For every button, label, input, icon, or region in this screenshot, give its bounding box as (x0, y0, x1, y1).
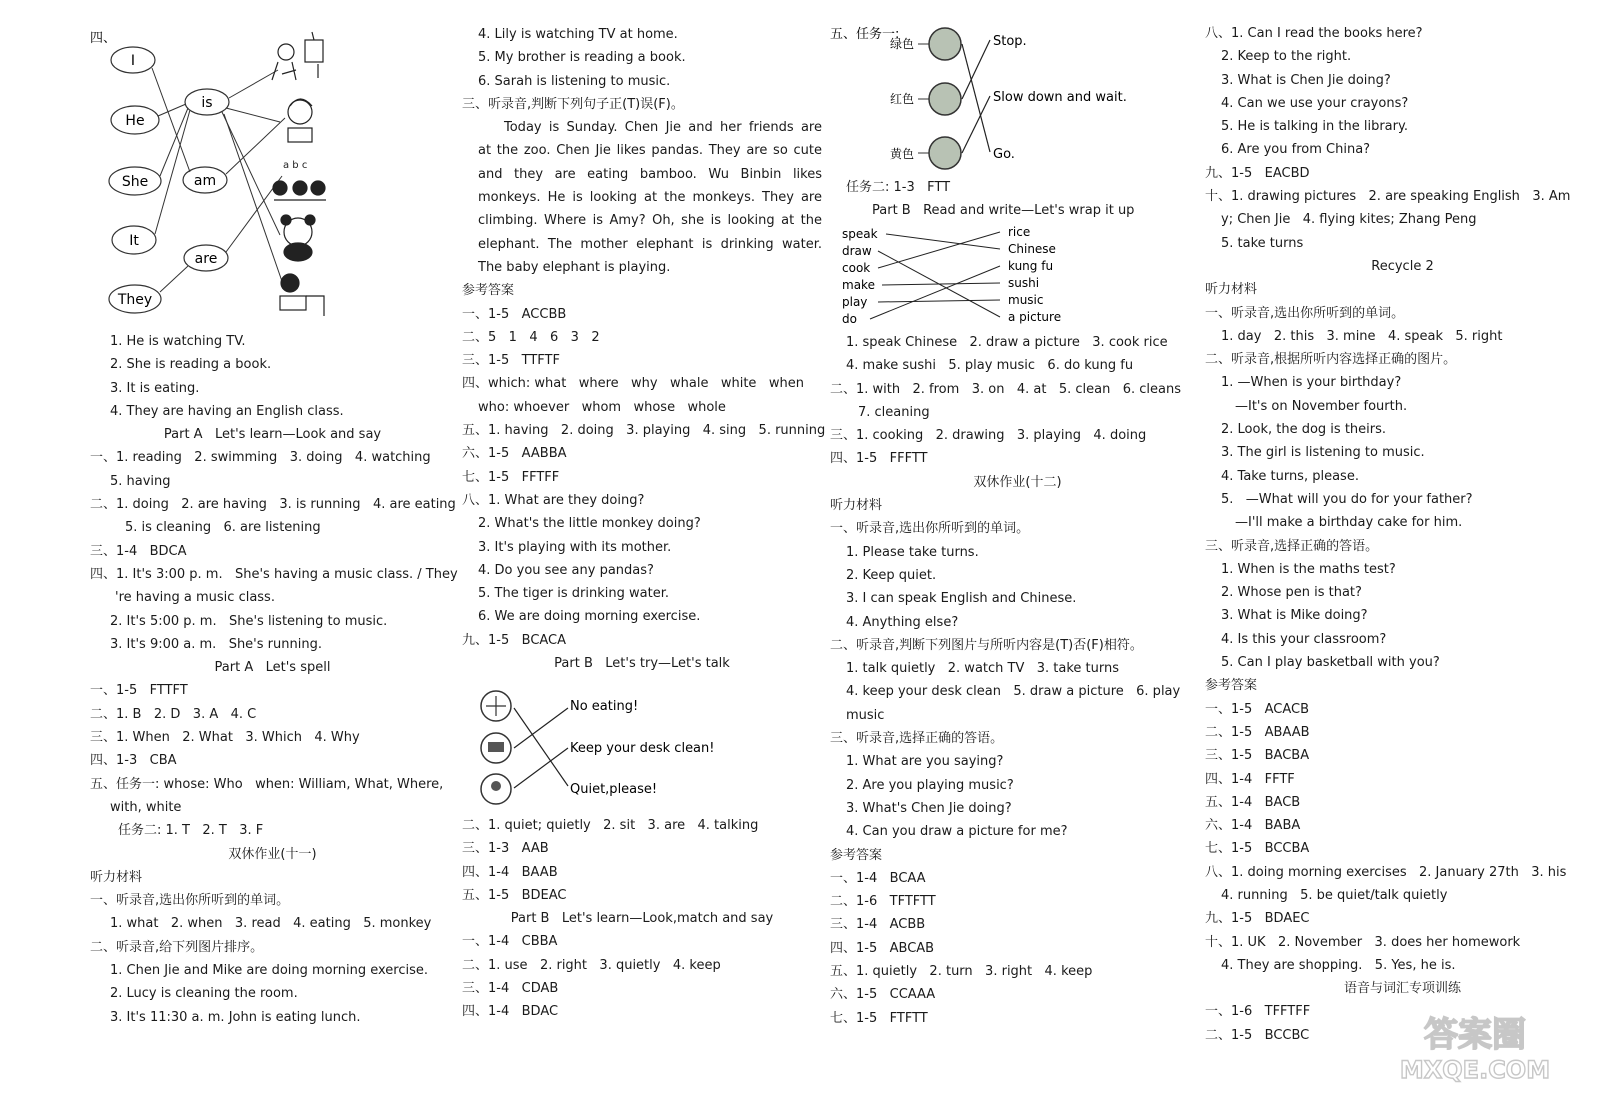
noun-item: Chinese (1008, 242, 1056, 256)
section-heading: Part A Let's spell (214, 660, 331, 676)
text-line: 一、听录音,选出你所听到的单词。 (90, 893, 290, 909)
text-line: 四、1-4 BAAB (462, 864, 558, 880)
pronoun-verb-matching-figure (0, 0, 455, 330)
text-line: 3. I can speak English and Chinese. (846, 591, 1077, 607)
pronoun-oval-i (111, 47, 155, 73)
noun-item: sushi (1008, 276, 1040, 290)
text-line: 四、1-4 FFTF (1205, 771, 1295, 787)
picture-boy-tv (272, 32, 323, 80)
text-line: 4. Is this your classroom? (1221, 631, 1387, 647)
section-heading: 双休作业(十二) (973, 474, 1062, 490)
text-line: 三、1-5 BACBA (1205, 748, 1310, 764)
picture-panda-eating (281, 215, 315, 261)
pronoun-oval-he (111, 106, 159, 134)
text-line: 2. Lucy is cleaning the room. (110, 986, 298, 1002)
text-line: 2. Keep quiet. (846, 567, 937, 583)
text-line: 听力材料 (90, 869, 143, 885)
noun-item: music (1008, 293, 1044, 307)
text-line: 二、5 1 4 6 3 2 (462, 329, 600, 345)
section-heading: Part B Read and write—Let's wrap it up (872, 203, 1135, 219)
text-line: 二、1-6 TFTFTT (830, 894, 936, 910)
answer-key-heading: 参考答案 (462, 283, 515, 299)
text-line: music (846, 707, 885, 723)
column-4 (1205, 0, 1600, 1104)
text-line: 四、1-5 ABCAB (830, 940, 935, 956)
passage-line: monkeys. He is looking at the monkeys. They are (478, 190, 822, 206)
text-line: 听力材料 (830, 498, 883, 514)
text-line: 2. She is reading a book. (110, 357, 272, 373)
text-line: 九、1-5 BCACA (462, 632, 567, 648)
text-line: 四、1-4 BDAC (462, 1004, 559, 1020)
text-line: 4. running 5. be quiet/talk quietly (1221, 887, 1448, 903)
text-line: 十、1. drawing pictures 2. are speaking English 3. Am (1205, 189, 1571, 205)
sign-match-lines (514, 708, 568, 788)
text-line: 1. what 2. when 3. read 4. eating 5. monkey (110, 916, 432, 932)
text-line: 三、1-5 TTFTF (462, 353, 560, 369)
text-line: 3. What's Chen Jie doing? (846, 800, 1012, 816)
text-line: 三、1-4 BDCA (90, 543, 187, 559)
text-line: 一、1-6 TFFTFF (1205, 1004, 1311, 1020)
text-line: 七、1-5 FTFTT (830, 1010, 928, 1026)
sign-icon-2 (481, 733, 511, 763)
text-line: 1. What are you saying? (846, 754, 1004, 770)
verb-item: play (842, 295, 868, 309)
text-line: —I'll make a birthday cake for him. (1235, 515, 1463, 531)
sign-matching-figure (462, 682, 822, 812)
pronoun-label: They (117, 292, 153, 308)
text-line: 1. speak Chinese 2. draw a picture 3. cook rice (846, 335, 1168, 350)
text-line: 4. Anything else? (846, 614, 959, 630)
text-line: 4. keep your desk clean 5. draw a picture 6. play (846, 684, 1181, 700)
text-line: 听力材料 (1205, 282, 1258, 298)
text-line: 九、1-5 BDAEC (1205, 911, 1310, 927)
text-line: 2. Keep to the right. (1221, 49, 1352, 65)
picture-board-label: a b c (283, 160, 308, 171)
text-line: 一、1-5 ACCBB (462, 306, 567, 322)
text-line: 6. We are doing morning exercise. (478, 609, 701, 625)
text-line: 五、1. having 2. doing 3. playing 4. sing 5. running (462, 423, 826, 439)
passage-line: at the zoo. Chen Jie likes pandas. They are so cute (478, 143, 822, 159)
picture-girl-reading (288, 99, 312, 142)
pronoun-oval-they (109, 285, 161, 313)
pronoun-label: She (121, 174, 149, 190)
sign-icon-3 (481, 774, 511, 804)
verb-item: do (842, 312, 857, 326)
text-line: —It's on November fourth. (1235, 398, 1408, 414)
noun-item: a picture (1008, 310, 1062, 324)
text-line: 4. They are having an English class. (110, 403, 344, 419)
text-line: 一、1. reading 2. swimming 3. doing 4. watching (90, 450, 431, 466)
passage-line: elephant. The mother elephant is drinking water. (478, 236, 822, 252)
noun-item: kung fu (1008, 259, 1054, 273)
section-heading: 语音与词汇专项训练 (1343, 981, 1461, 997)
text-line: 1. day 2. this 3. mine 4. speak 5. right (1221, 328, 1503, 344)
watermark-url: MXQE.COM (1399, 1056, 1551, 1084)
text-line: 四、1-3 CBA (90, 753, 177, 769)
text-line: 六、1-5 AABBA (462, 446, 567, 462)
text-line: 八、1. doing morning exercises 2. January 27th 3. his (1205, 864, 1567, 880)
text-line: 6. Are you from China? (1221, 142, 1371, 158)
noun-item: rice (1008, 225, 1031, 239)
text-line: 4. make sushi 5. play music 6. do kung fu (846, 358, 1134, 374)
pronoun-label: I (130, 53, 136, 69)
text-line: 四、1-5 FFFTT (830, 451, 928, 467)
text-line: 6. Sarah is listening to music. (478, 73, 671, 89)
text-line: 4. Lily is watching TV at home. (478, 27, 678, 42)
text-line: 二、听录音,判断下列图片与所听内容是(T)否(F)相符。 (830, 637, 1143, 653)
verb-item: speak (842, 227, 878, 241)
text-line: 一、听录音,选出你所听到的单词。 (830, 521, 1030, 537)
text-line: 2. What's the little monkey doing? (478, 516, 701, 532)
text-line: 2. Whose pen is that? (1221, 585, 1362, 601)
text-line: 7. cleaning (858, 404, 930, 420)
verb-noun-match-lines (870, 232, 1000, 319)
verb-label: am (193, 173, 217, 189)
column-1 (0, 0, 458, 1104)
text-line: 三、1-4 ACBB (830, 917, 926, 933)
pronoun-label: It (129, 233, 139, 249)
text-line: 5. is cleaning 6. are listening (125, 520, 321, 536)
text-line: 任务二: 1. T 2. T 3. F (118, 823, 264, 839)
text-line: 二、1. quiet; quietly 2. sit 3. are 4. talking (462, 818, 759, 833)
section-heading: Part A Let's learn—Look and say (163, 427, 382, 443)
match-label-no-eating: No eating! (570, 699, 639, 714)
passage-line: climbing. Where is Amy? Oh, she is looking at the (478, 213, 822, 229)
verb-item: draw (842, 244, 872, 258)
verb-oval-is (185, 89, 229, 115)
text-line: 1. talk quietly 2. watch TV 3. take turns (846, 661, 1120, 677)
text-line: 4. Do you see any pandas? (478, 562, 654, 578)
light-color-label: 绿色 (890, 37, 915, 51)
text-line: 1. Chen Jie and Mike are doing morning exercise. (110, 963, 428, 979)
section-heading: Part B Let's learn—Look,match and say (510, 911, 774, 927)
text-line: 三、听录音,选择正确的答语。 (830, 731, 1004, 747)
text-line: 三、1-3 AAB (462, 841, 549, 857)
text-line: 任务二: 1-3 FTT (846, 180, 951, 195)
traffic-match-lines (962, 40, 990, 153)
text-line: 七、1-5 BCCBA (1205, 841, 1310, 857)
light-meaning-stop: Stop. (993, 34, 1027, 49)
text-line: with, white (110, 799, 182, 815)
verb-noun-matching-figure (830, 222, 1205, 327)
text-line: 一、1-5 ACACB (1205, 701, 1310, 717)
text-line: 5. My brother is reading a book. (478, 50, 686, 66)
matching-lines (152, 68, 285, 292)
text-line: 3. What is Chen Jie doing? (1221, 72, 1391, 88)
text-line: 3. It's 9:00 a. m. She's running. (110, 636, 322, 652)
column-3 (830, 0, 1205, 1104)
text-line: who: whoever whom whose whole (478, 399, 726, 415)
text-line: 1. —When is your birthday? (1221, 375, 1402, 391)
verb-label: are (194, 251, 218, 267)
verb-label: is (201, 95, 213, 111)
passage-line: and they are eating bamboo. Wu Binbin likes (478, 166, 822, 182)
light-meaning-slow: Slow down and wait. (993, 90, 1127, 105)
pronoun-label: He (125, 113, 145, 129)
text-line: 一、1-5 FTTFT (90, 683, 188, 699)
answer-key-heading: 参考答案 (830, 847, 883, 863)
text-line: 3. The girl is listening to music. (1221, 445, 1425, 461)
text-line: 5. The tiger is drinking water. (478, 586, 669, 602)
text-line: 4. They are shopping. 5. Yes, he is. (1221, 957, 1456, 973)
traffic-light-circle-2 (918, 83, 961, 115)
section-heading: Part B Let's try—Let's talk (554, 656, 730, 672)
answer-key-heading: 参考答案 (1205, 678, 1258, 694)
passage-line: Today is Sunday. Chen Jie and her friends are (504, 120, 822, 136)
verb-item: cook (842, 261, 871, 275)
text-line: 4. Can we use your crayons? (1221, 95, 1409, 111)
picture-children-class (273, 160, 326, 200)
section-heading: 双休作业(十一) (228, 846, 317, 862)
text-line: 1. He is watching TV. (110, 334, 246, 349)
text-line: 八、1. What are they doing? (462, 492, 645, 508)
text-line: 4. Can you draw a picture for me? (846, 824, 1068, 840)
text-line: 5. take turns (1221, 235, 1304, 251)
pronoun-oval-it (112, 226, 156, 254)
verb-item: make (842, 278, 875, 292)
text-line: 六、1-5 CCAAA (830, 987, 936, 1003)
text-line: 三、1-4 CDAB (462, 981, 559, 997)
text-line: 五、任务一: whose: Who when: William, What, Where, (90, 776, 444, 792)
watermark-title: 答案圈 (1424, 1015, 1526, 1055)
text-line: 十、1. UK 2. November 3. does her homework (1205, 934, 1521, 950)
light-color-label: 红色 (890, 92, 915, 106)
text-line: 三、听录音,选择正确的答语。 (1205, 538, 1379, 554)
text-line: 四、1. It's 3:00 p. m. She's having a music class. / They (90, 566, 458, 582)
text-line: 三、听录音,判断下列句子正(T)误(F)。 (462, 96, 684, 112)
text-line: 六、1-4 BABA (1205, 818, 1301, 834)
text-line: 5. He is talking in the library. (1221, 119, 1408, 135)
text-line: 三、1. When 2. What 3. Which 4. Why (90, 730, 360, 746)
text-line: 5. —What will you do for your father? (1221, 491, 1473, 507)
task-one-label: 五、任务一: (830, 27, 900, 42)
text-line: 4. Take turns, please. (1221, 468, 1359, 484)
text-line: 二、1. doing 2. are having 3. is running 4. are eating (90, 497, 456, 513)
sign-icon-1 (481, 691, 511, 721)
picture-boy-desk (280, 274, 324, 316)
traffic-light-circle-3 (918, 137, 961, 169)
verb-oval-are (184, 245, 228, 271)
text-line: 九、1-5 EACBD (1205, 165, 1310, 181)
text-line: 1. When is the maths test? (1221, 561, 1396, 577)
text-line: 二、1. B 2. D 3. A 4. C (90, 706, 257, 722)
text-line: 二、1-5 ABAAB (1205, 724, 1310, 740)
text-line: 一、听录音,选出你所听到的单词。 (1205, 305, 1405, 321)
pronoun-oval-she (109, 167, 161, 195)
text-line: 四、which: what where why whale white when (462, 376, 804, 392)
traffic-light-figure (830, 0, 1205, 175)
text-line: 5. having (110, 473, 171, 489)
text-line: 二、听录音,给下列图片排序。 (90, 939, 264, 955)
text-line: 五、1-5 BDEAC (462, 887, 567, 903)
text-line: 七、1-5 FFTFF (462, 469, 560, 485)
text-line: 二、1. use 2. right 3. quietly 4. keep (462, 957, 721, 973)
text-line: 're having a music class. (115, 590, 275, 606)
text-line: y; Chen Jie 4. flying kites; Zhang Peng (1221, 212, 1477, 228)
text-line: 3. It's playing with its mother. (478, 539, 672, 555)
text-line: 二、听录音,根据所听内容选择正确的图片。 (1205, 352, 1457, 368)
figure-heading: 四、 (90, 31, 117, 46)
light-meaning-go: Go. (993, 147, 1015, 162)
text-line: 一、1-4 CBBA (462, 934, 558, 950)
text-line: 八、1. Can I read the books here? (1205, 26, 1423, 41)
text-line: 二、1. with 2. from 3. on 4. at 5. clean 6. cleans (830, 381, 1181, 397)
watermark-logo (1380, 1006, 1570, 1086)
text-line: 一、1-4 BCAA (830, 870, 926, 886)
text-line: 1. Please take turns. (846, 544, 979, 560)
text-line: 2. Are you playing music? (846, 777, 1014, 793)
text-line: 五、1-4 BACB (1205, 794, 1301, 810)
text-line: 3. It's 11:30 a. m. John is eating lunch. (110, 1009, 361, 1025)
text-line: 5. Can I play basketball with you? (1221, 655, 1440, 671)
traffic-light-circle-1 (918, 28, 961, 60)
section-heading: Recycle 2 (1371, 258, 1434, 274)
text-line: 五、1. quietly 2. turn 3. right 4. keep (830, 964, 1093, 980)
passage-line: The baby elephant is playing. (478, 259, 671, 275)
match-label-quiet-please: Quiet,please! (570, 782, 658, 797)
text-line: 3. What is Mike doing? (1221, 608, 1368, 624)
text-line: 2. Look, the dog is theirs. (1221, 422, 1387, 438)
text-line: 3. It is eating. (110, 380, 200, 396)
match-label-keep-desk-clean: Keep your desk clean! (570, 741, 715, 756)
light-color-label: 黄色 (890, 147, 915, 161)
text-line: 2. It's 5:00 p. m. She's listening to music. (110, 613, 388, 629)
text-line: 二、1-5 BCCBC (1205, 1027, 1310, 1043)
column-2 (462, 0, 826, 1104)
text-line: 三、1. cooking 2. drawing 3. playing 4. doing (830, 428, 1147, 444)
